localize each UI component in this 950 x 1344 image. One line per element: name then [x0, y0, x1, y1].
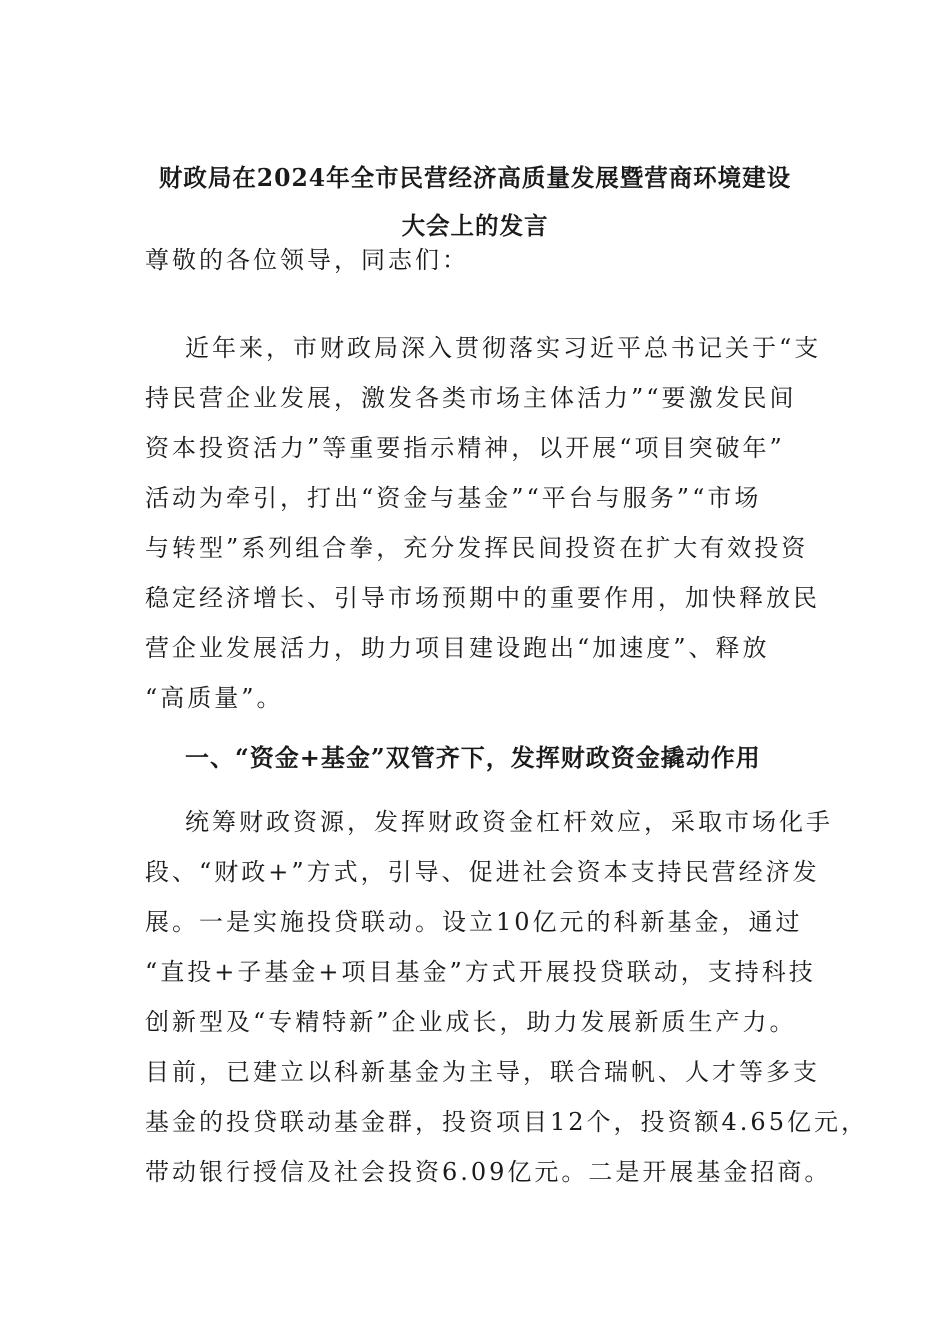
paragraph-2-line-5: 创新型及“专精特新”企业成长，助力发展新质生产力。	[145, 1008, 797, 1036]
paragraph-2-line-1: 统筹财政资源，发挥财政资金杠杆效应，采取市场化手	[185, 808, 833, 836]
paragraph-1-line-7: 营企业发展活力，助力项目建设跑出“加速度”、释放	[145, 634, 770, 662]
paragraph-2-line-2: 段、“财政+”方式，引导、促进社会资本支持民营经济发	[145, 858, 820, 886]
paragraph-2-line-3: 展。一是实施投贷联动。设立10亿元的科新基金，通过	[145, 908, 803, 936]
paragraph-1-line-8: “高质量”。	[145, 684, 284, 712]
paragraph-1-line-6: 稳定经济增长、引导市场预期中的重要作用，加快释放民	[145, 584, 820, 612]
section-1-heading: 一、“资金+基金”双管齐下，发挥财政资金撬动作用	[185, 743, 761, 772]
salutation: 尊敬的各位领导，同志们：	[145, 246, 469, 274]
paragraph-1-line-3: 资本投资活力”等重要指示精神，以开展“项目突破年”	[145, 434, 785, 462]
paragraph-1-line-4: 活动为牵引，打出“资金与基金”“平台与服务”“市场	[145, 484, 762, 512]
document-title-line-2: 大会上的发言	[401, 211, 549, 240]
paragraph-2-line-8: 带动银行授信及社会投资6.09亿元。二是开展基金招商。	[145, 1158, 832, 1186]
paragraph-1-line-2: 持民营企业发展，激发各类市场主体活力”“要激发民间	[145, 384, 797, 412]
paragraph-2-line-6: 目前，已建立以科新基金为主导，联合瑞帆、人才等多支	[145, 1058, 820, 1086]
document-title-line-1: 财政局在2024年全市民营经济高质量发展暨营商环境建设	[158, 163, 792, 192]
paragraph-2-line-7: 基金的投贷联动基金群，投资项目12个，投资额4.65亿元，	[145, 1108, 868, 1136]
paragraph-1-line-5: 与转型”系列组合拳，充分发挥民间投资在扩大有效投资	[145, 534, 809, 562]
paragraph-1-line-1: 近年来，市财政局深入贯彻落实习近平总书记关于“支	[185, 334, 822, 362]
paragraph-2-line-4: “直投+子基金+项目基金”方式开展投贷联动，支持科技	[145, 958, 816, 986]
